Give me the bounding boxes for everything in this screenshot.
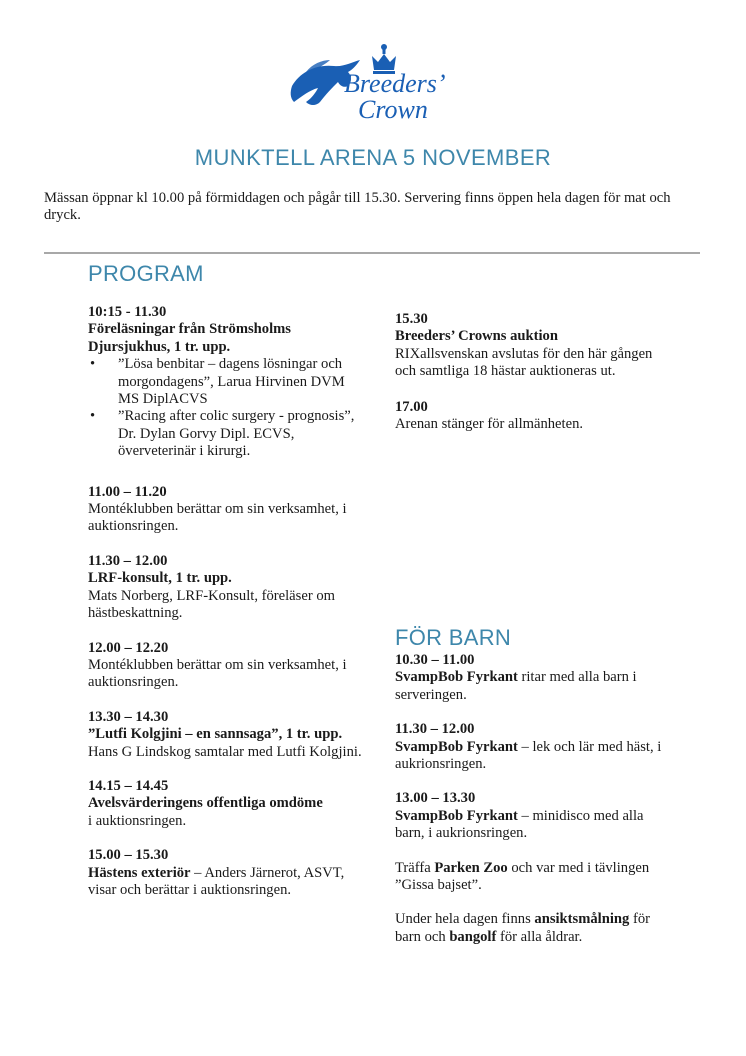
entry-bullet-list xyxy=(88,356,368,460)
kids-entry xyxy=(395,721,665,773)
entry-paragraph: Träffa Parken Zoo och var med i tävlingen ”Gissa bajset”. xyxy=(395,859,650,894)
entry-text: Mats Norberg, LRF-Konsult, föreläser om hästbeskattning. xyxy=(88,587,335,622)
program-entry xyxy=(395,399,665,434)
kids-entry xyxy=(395,790,665,842)
entry-title: LRF-konsult, 1 tr. upp. xyxy=(88,570,232,587)
entry-time: 10:15 - 11.30 xyxy=(88,304,167,320)
divider xyxy=(44,252,700,254)
entry-text: Hans G Lindskog samtalar med Lutfi Kolgjini. xyxy=(88,743,362,760)
kids-entry xyxy=(395,911,665,946)
entry-text: Montéklubben berättar om sin verksamhet, i auktionsringen. xyxy=(88,501,347,535)
entry-time: 11.30 – 12.00 xyxy=(395,721,475,738)
entry-time: 10.30 – 11.00 xyxy=(395,652,475,668)
entry-title: ”Lutfi Kolgjini – en sannsaga”, 1 tr. upp. xyxy=(88,726,343,743)
entry-text: RIXallsvenskan avslutas för den här gången och samtliga 18 hästar auktioneras ut. xyxy=(395,345,653,380)
entry-text: Arenan stänger för allmänheten. xyxy=(395,416,584,433)
page-title: MUNKTELL ARENA 5 NOVEMBER xyxy=(194,145,552,170)
list-item: • ”Lösa benbitar – dagens lösningar och morgondagens”, Larua Hirvinen DVM MS DiplACVS xyxy=(90,356,345,408)
program-left-column xyxy=(88,304,368,916)
entry-time: 15.30 xyxy=(395,311,428,327)
entry-time: 11.30 – 12.00 xyxy=(88,552,168,569)
program-entry xyxy=(88,778,368,830)
program-heading: PROGRAM xyxy=(88,261,204,286)
kids-column xyxy=(395,652,665,963)
entry-time: 14.15 – 14.45 xyxy=(88,777,169,794)
entry-time: 12.00 – 12.20 xyxy=(88,639,169,656)
kids-heading: FÖR BARN xyxy=(395,625,512,650)
entry-paragraph: SvampBob Fyrkant – lek och lär med häst, i aukrionsringen. xyxy=(395,738,662,773)
program-entry xyxy=(88,484,368,536)
svg-text:Crown: Crown xyxy=(358,95,428,124)
crown-icon xyxy=(286,42,462,128)
entry-paragraph: SvampBob Fyrkant ritar med alla barn i serveringen. xyxy=(395,669,637,703)
entry-text: i auktionsringen. xyxy=(88,812,187,829)
kids-entry xyxy=(395,860,665,895)
entry-time: 17.00 xyxy=(395,398,428,415)
program-entry xyxy=(88,553,368,623)
entry-time: 11.00 – 11.20 xyxy=(88,483,167,500)
program-right-column xyxy=(395,311,665,450)
entry-title: Avelsvärderingens offentliga omdöme xyxy=(88,795,323,812)
program-entry xyxy=(88,640,368,692)
intro-text: Mässan öppnar kl 10.00 på förmiddagen och pågår till 15.30. Servering finns öppen hela dagen för mat och dryck. xyxy=(44,190,671,224)
program-entry xyxy=(88,847,368,899)
kids-entry xyxy=(395,652,665,704)
entry-title: Föreläsningar från Strömsholms Djursjukhus, 1 tr. upp. xyxy=(88,321,291,355)
entry-time: 13.00 – 13.30 xyxy=(395,790,476,807)
entry-paragraph: SvampBob Fyrkant – minidisco med alla barn, i aukrionsringen. xyxy=(395,807,644,842)
entry-paragraph: Hästens exteriör – Anders Järnerot, ASVT, visar och berättar i auktionsringen. xyxy=(88,864,345,898)
program-entry xyxy=(395,311,665,381)
svg-text:Breeders’: Breeders’ xyxy=(344,69,446,98)
list-item: • ”Racing after colic surgery - prognosis”, Dr. Dylan Gorvy Dipl. ECVS, överveterinär i kirurgi. xyxy=(90,408,355,460)
entry-paragraph: Under hela dagen finns ansiktsmålning för barn och bangolf för alla åldrar. xyxy=(395,911,650,945)
entry-time: 15.00 – 15.30 xyxy=(88,847,169,864)
entry-time: 13.30 – 14.30 xyxy=(88,708,169,725)
entry-title: Breeders’ Crowns auktion xyxy=(395,328,558,345)
entry-text: Montéklubben berättar om sin verksamhet, i auktionsringen. xyxy=(88,656,347,691)
program-entry xyxy=(88,709,368,761)
breeders-crown-logo xyxy=(286,42,462,128)
program-entry xyxy=(88,304,368,461)
